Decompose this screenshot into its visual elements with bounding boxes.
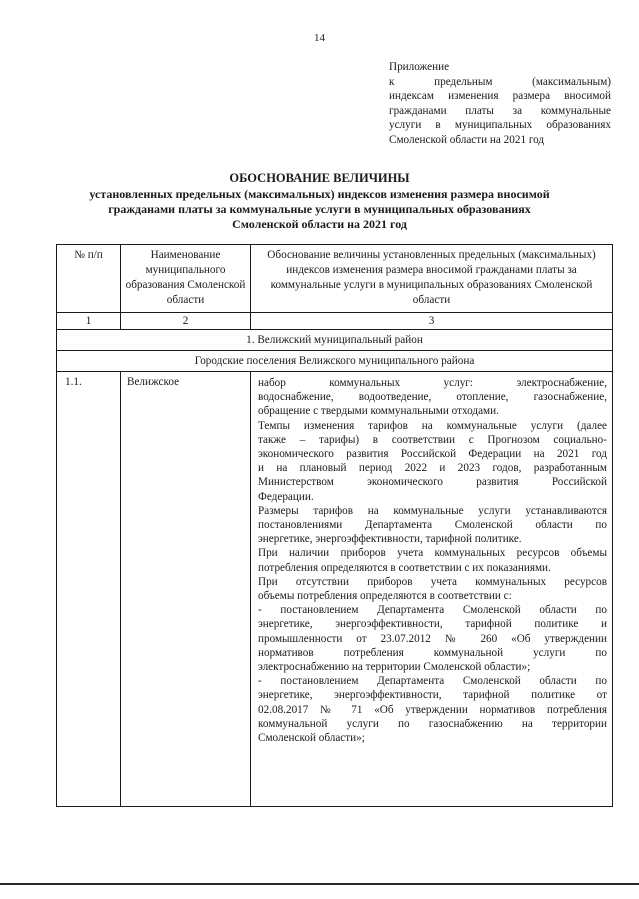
appendix-line: к предельным (максимальным) (389, 75, 611, 88)
column-numbers-row (57, 313, 613, 330)
basis-text-line: объемы потребления определяются в соответствии с: (258, 590, 512, 603)
title-main: ОБОСНОВАНИЕ ВЕЛИЧИНЫ (229, 171, 410, 185)
basis-text-line: энергетике, энергоэффективности, тарифной политике. (258, 533, 522, 546)
basis-text-line: коммунальной услуги по газоснабжению на территории (258, 717, 607, 730)
section-row (57, 330, 613, 351)
basis-text-line: обращение с твердыми коммунальными отходами. (258, 405, 499, 418)
basis-text-line: При наличии приборов учета коммунальных ресурсов объемы (258, 547, 607, 560)
appendix-note (389, 60, 611, 147)
header-num: № п/п (57, 245, 121, 313)
bottom-rule (0, 883, 639, 885)
subsection-title: Городские поселения Велижского муниципального района (57, 351, 613, 372)
table-row (57, 372, 613, 807)
basis-text-line: экономического развития Российской Федерации на 2021 год (258, 448, 607, 461)
appendix-line: Приложение (389, 61, 450, 73)
basis-text-line: энергетике, энергоэффективности, тарифной политике от (258, 689, 607, 702)
appendix-line: услуги в муниципальных образованиях (389, 119, 611, 131)
basis-text-line: и на плановый период 2022 и 2023 годов, разработанным (258, 462, 607, 475)
basis-text-line: Темпы изменения тарифов на коммунальные услуги (далее (258, 419, 607, 432)
document-title (40, 171, 599, 232)
appendix-line: гражданами платы за коммунальные (389, 104, 611, 117)
basis-text-line: Размеры тарифов на коммунальные услуги устанавливаются (258, 504, 607, 517)
row-basis-text (251, 372, 613, 807)
basis-text-line: Министерством экономического развития Российской (258, 476, 607, 489)
basis-text-line: Федерации. (258, 490, 314, 503)
row-municipality: Велижское (121, 372, 251, 807)
tariff-basis-table (56, 244, 613, 807)
basis-text-line: - постановлением Департамента Смоленской области по (258, 604, 607, 617)
title-sub-line-1: установленных предельных (максимальных) индексов изменения размера вносимой (89, 187, 550, 201)
basis-text-line: Смоленской области»; (258, 732, 365, 745)
row-number: 1.1. (57, 372, 121, 807)
appendix-line: индексам изменения размера вносимой (389, 90, 611, 102)
basis-text-line: потребления определяются в соответствии с их показаниями. (258, 561, 551, 574)
basis-text-line: - постановлением Департамента Смоленской области по (258, 675, 607, 688)
subsection-row (57, 351, 613, 372)
header-name: Наименование муниципального образования Смоленской области (121, 245, 251, 313)
appendix-line: Смоленской области на 2021 год (389, 133, 545, 146)
header-row (57, 245, 613, 313)
basis-text-line: нормативов потребления коммунальной услуги по (258, 646, 607, 659)
basis-text-line: электроснабжению на территории Смоленской области»; (258, 661, 531, 674)
basis-text-line: энергетике, энергоэффективности, тарифной политике и (258, 618, 607, 631)
basis-text-line: 02.08.2017 № 71 «Об утверждении нормативов потребления (258, 703, 607, 716)
page-number: 14 (314, 32, 325, 44)
basis-text-line: постановлениями Департамента Смоленской области по (258, 519, 607, 532)
basis-text-line: набор коммунальных услуг: электроснабжение, (258, 377, 607, 389)
title-sub-line-3: Смоленской области на 2021 год (232, 217, 407, 231)
basis-text-line: промышленности от 23.07.2012 № 260 «Об утверждении (258, 632, 607, 645)
header-basis: Обоснование величины установленных предельных (максимальных) индексов изменения размера вносимой гражданами платы за коммунальные услуги в муниципальных образованиях Смоленской области (251, 245, 613, 313)
column-number-3: 3 (251, 313, 613, 330)
column-number-1: 1 (57, 313, 121, 330)
basis-text-line: водоснабжение, водоотведение, отопление, газоснабжение, (258, 391, 607, 404)
column-number-2: 2 (121, 313, 251, 330)
section-title: 1. Велижский муниципальный район (57, 330, 613, 351)
basis-text-line: При отсутствии приборов учета коммунальных ресурсов (258, 575, 607, 588)
title-sub-line-2: гражданами платы за коммунальные услуги в муниципальных образованиях (108, 202, 531, 216)
basis-text-line: также – тарифы) в соответствии с Прогнозом социально- (258, 433, 607, 446)
